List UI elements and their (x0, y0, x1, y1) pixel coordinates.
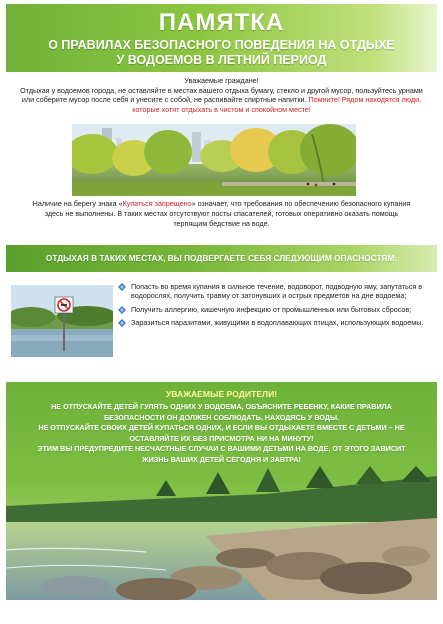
intro-section (14, 76, 429, 114)
dangers-banner: ОТДЫХАЯ В ТАКИХ МЕСТАХ, ВЫ ПОДВЕРГАЕТЕ СЕБЯ СЛЕДУЮЩИМ ОПАСНОСТЯМ: (6, 245, 437, 272)
page-subtitle: О ПРАВИЛАХ БЕЗОПАСНОГО ПОВЕДЕНИЯ НА ОТДЫХЕ У ВОДОЕМОВ В ЛЕТНИЙ ПЕРИОД (48, 38, 395, 67)
warning-sign-note (28, 199, 415, 228)
blue-bullet-icon (118, 319, 126, 327)
parents-text (26, 402, 417, 466)
page-title: ПАМЯТКА (158, 9, 285, 36)
note-text-before: Наличие на берегу знака « (32, 199, 123, 208)
list-item (118, 305, 436, 314)
parents-line-3: ЭТИМ ВЫ ПРЕДУПРЕДИТЕ НЕСЧАСТНЫЕ СЛУЧАИ С ВАШИМИ ДЕТЬМИ НА ВОДЕ, ОТ ЭТОГО ЗАВИСИТ ЖИЗНЬ ВАШИХ ДЕТЕЙ СЕГОДНЯ И ЗАВТРА! (37, 444, 406, 464)
parents-line-2: НЕ ОТПУСКАЙТЕ СВОИХ ДЕТЕЙ КУПАТЬСЯ ОДНИХ, И ЕСЛИ ВЫ ОТДЫХАЕТЕ ВМЕСТЕ С ДЕТЬМИ – НЕ ОСТАВЛЯЙТЕ ИХ БЕЗ ПРИСМОТРА НИ НА МИНУТУ! (38, 423, 405, 443)
intro-text: Отдыхая у водоемов города, не оставляйте в местах вашего отдыха бумагу, стекло и другой мусор, пользуйтесь урнами или соберите мусор после себя и унесите с собой, не распивайте спиртные напитки. (20, 85, 423, 105)
blue-bullet-icon (118, 283, 126, 291)
dangers-list (118, 282, 436, 332)
blue-bullet-icon (118, 306, 126, 314)
list-item (118, 318, 436, 327)
intro-reminder: Помните! Рядом находятся люди, которые хотят отдыхать в чистом и спокойном месте! (132, 95, 422, 114)
note-text-after: » означает, что требования по обеспечению безопасного купания здесь не выполнены. В таких местах отсутствуют посты спасателей, готовых оперативно оказать помощь терпящим бедствие на воде. (44, 199, 411, 228)
rocky-shore-photo (6, 466, 437, 600)
danger-text: Получить аллергию, кишечную инфекцию от промышленных или бытовых сбросов; (131, 304, 412, 314)
lake-sign-photo (11, 285, 113, 357)
parents-line-1: НЕ ОТПУСКАЙТЕ ДЕТЕЙ ГУЛЯТЬ ОДНИХ У ВОДОЕМА, ОБЪЯСНИТЕ РЕБЕНКУ, КАКИЕ ПРАВИЛА БЕЗОПАСНОСТИ ОН ДОЛЖЕН СОБЛЮДАТЬ, НАХОДЯСЬ У ВОДЫ. (51, 402, 392, 422)
header-banner (6, 4, 437, 72)
parents-title: УВАЖАЕМЫЕ РОДИТЕЛИ! (165, 389, 278, 399)
greeting: Уважаемые граждане! (184, 76, 259, 85)
park-photo (72, 124, 356, 196)
danger-text: Заразиться паразитами, живущими в водоплавающих птицах, использующих водоемы. (131, 318, 424, 328)
sign-name: Купаться запрещено (122, 199, 192, 208)
parents-section (6, 382, 437, 600)
danger-text: Попасть во время купания в сильное течение, водоворот, подводную яму, запутаться в водорослях, получить травму от затонувших и острых предметов на дне водоема; (131, 282, 423, 301)
list-item (118, 282, 436, 301)
